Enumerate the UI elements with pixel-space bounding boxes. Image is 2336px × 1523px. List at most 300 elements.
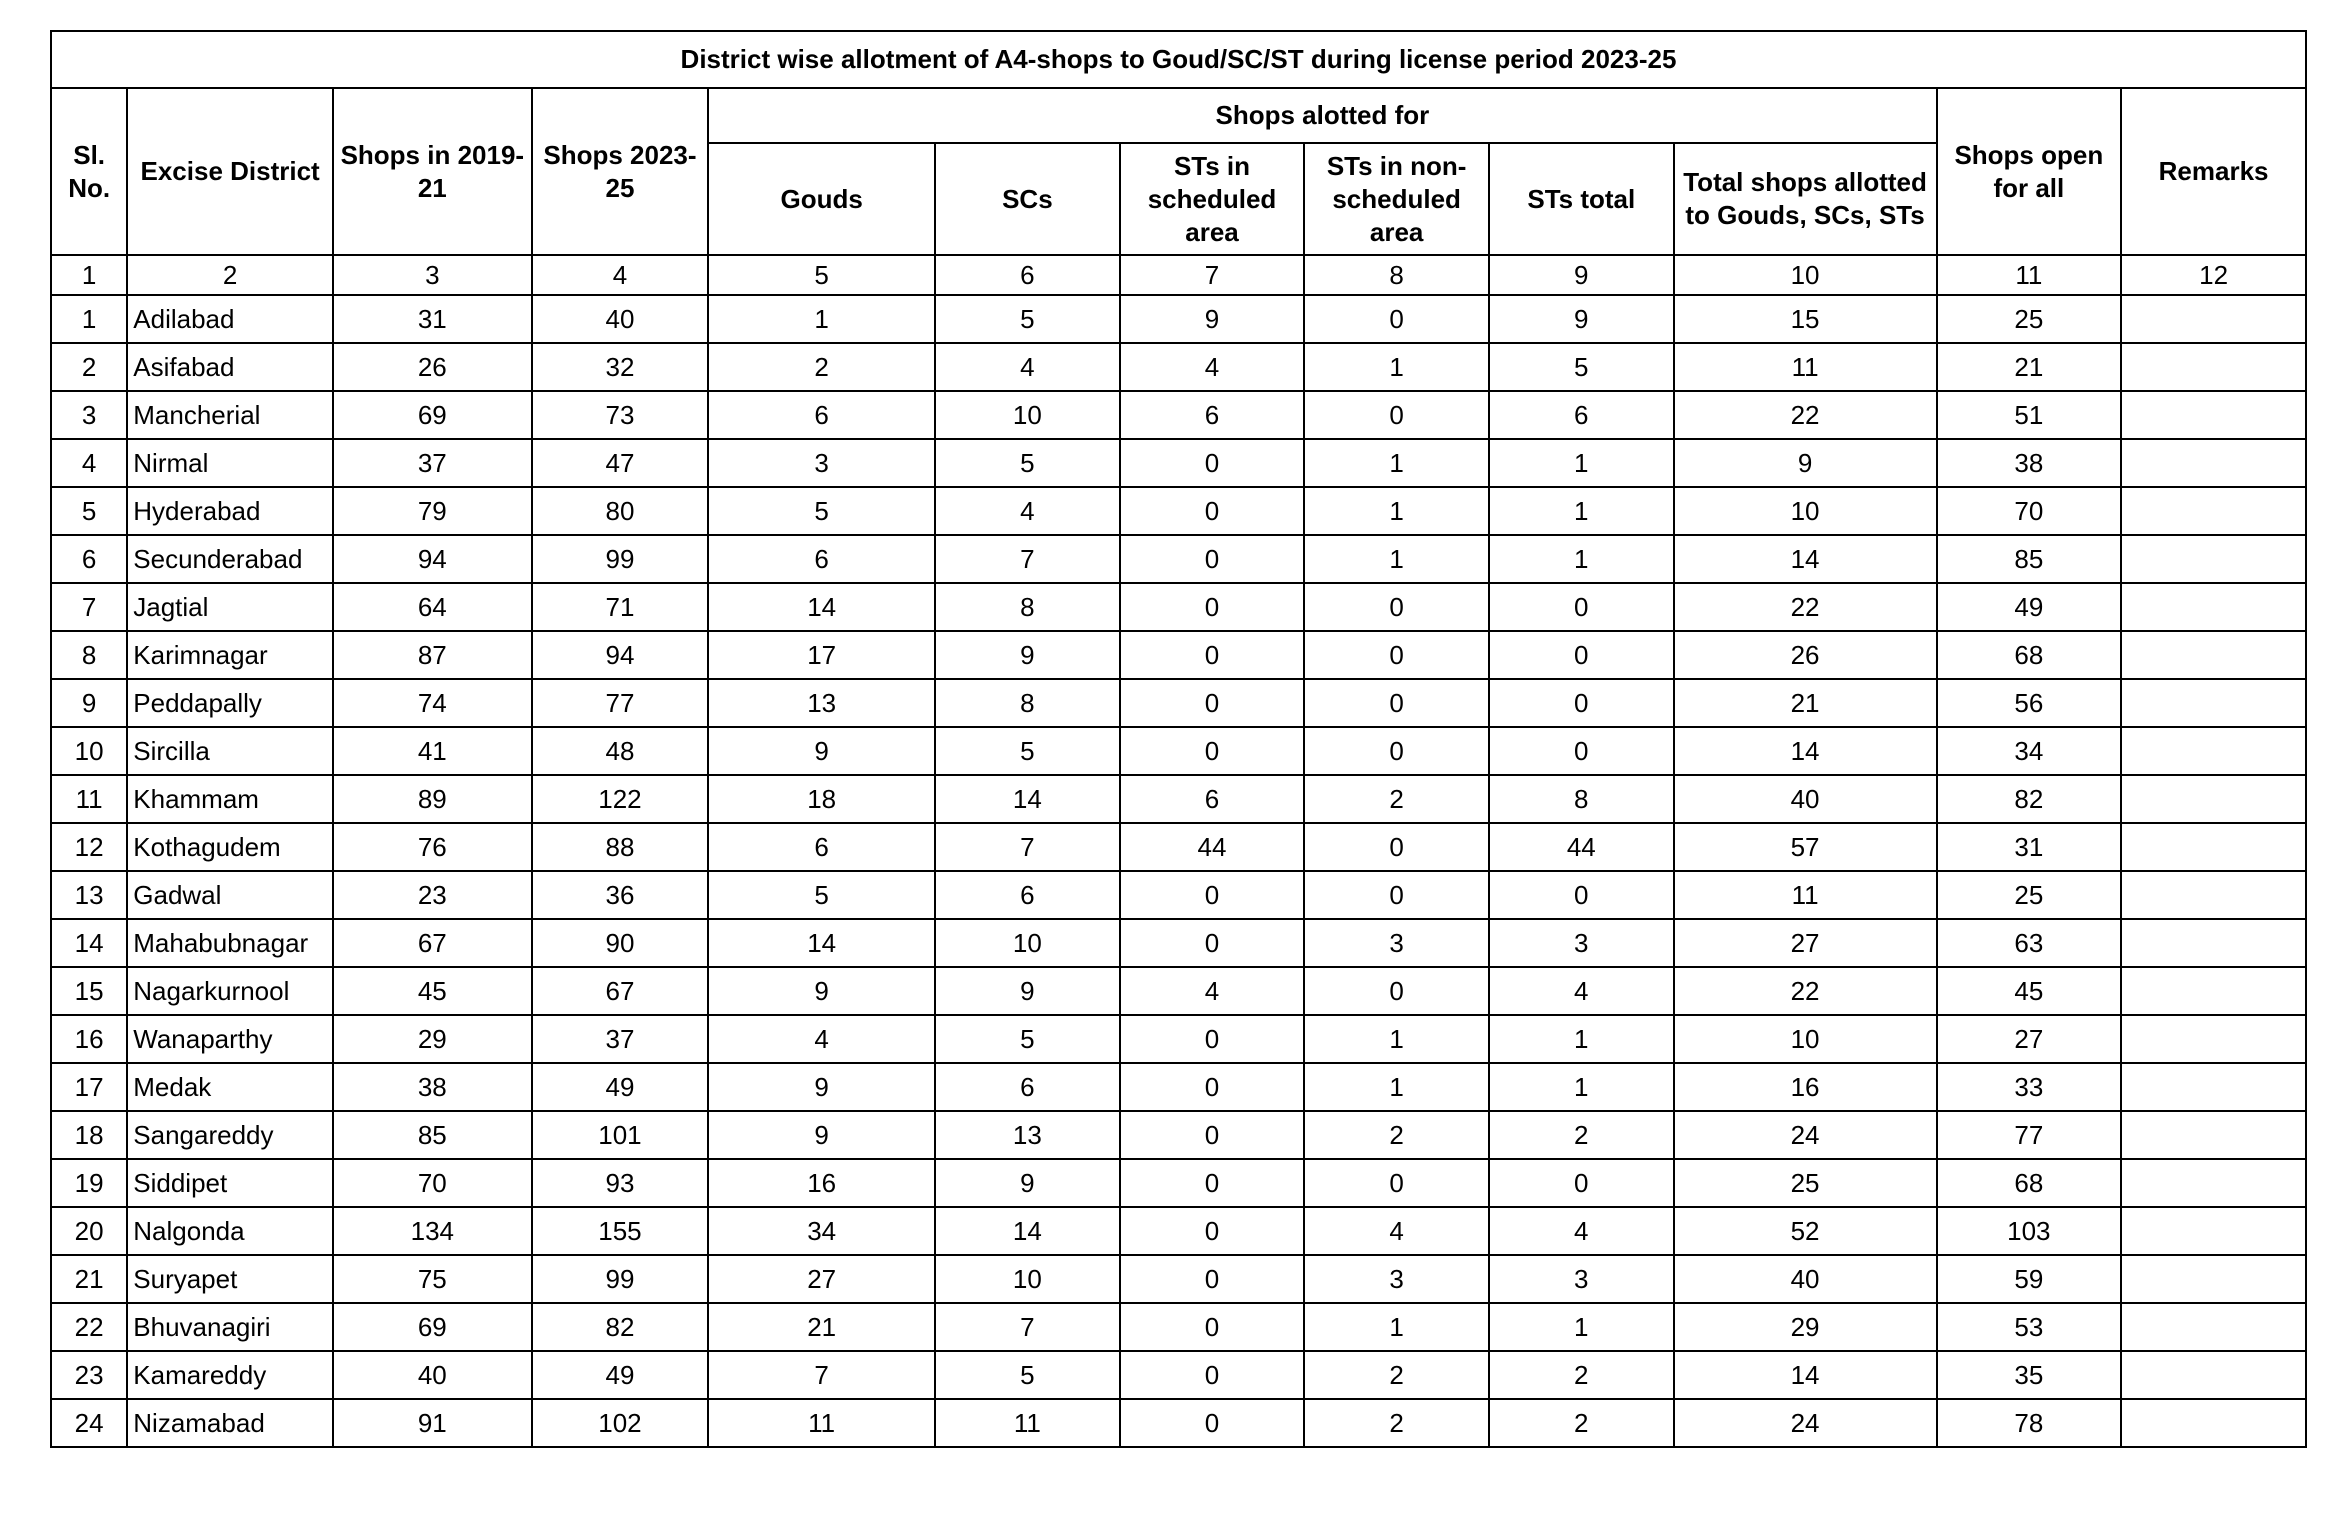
cell-scs: 10 (935, 919, 1120, 967)
cell-total-allotted: 15 (1674, 295, 1937, 343)
cell-sts-scheduled: 0 (1120, 1159, 1305, 1207)
cell-sl-no: 20 (51, 1207, 127, 1255)
cell-sts-scheduled: 44 (1120, 823, 1305, 871)
column-number: 3 (333, 255, 532, 295)
cell-total-allotted: 24 (1674, 1399, 1937, 1447)
cell-gouds: 6 (708, 823, 935, 871)
cell-remarks (2121, 583, 2306, 631)
cell-remarks (2121, 295, 2306, 343)
cell-sts-non-scheduled: 0 (1304, 631, 1489, 679)
cell-scs: 9 (935, 967, 1120, 1015)
cell-sts-non-scheduled: 1 (1304, 1303, 1489, 1351)
table-row (51, 1303, 2306, 1351)
cell-remarks (2121, 391, 2306, 439)
cell-sts-total: 0 (1489, 679, 1674, 727)
table-title: District wise allotment of A4-shops to Goud/SC/ST during license period 2023-25 (51, 31, 2306, 88)
cell-gouds: 21 (708, 1303, 935, 1351)
cell-scs: 10 (935, 1255, 1120, 1303)
cell-scs: 11 (935, 1399, 1120, 1447)
cell-sts-non-scheduled: 0 (1304, 295, 1489, 343)
cell-sl-no: 17 (51, 1063, 127, 1111)
cell-shops-open: 68 (1937, 631, 2122, 679)
cell-district: Peddapally (127, 679, 333, 727)
cell-district: Nagarkurnool (127, 967, 333, 1015)
cell-total-allotted: 57 (1674, 823, 1937, 871)
cell-sts-non-scheduled: 1 (1304, 343, 1489, 391)
cell-sts-scheduled: 0 (1120, 727, 1305, 775)
cell-sl-no: 2 (51, 343, 127, 391)
cell-shops-2023-25: 36 (532, 871, 709, 919)
cell-scs: 9 (935, 631, 1120, 679)
table-row (51, 1399, 2306, 1447)
cell-sts-scheduled: 0 (1120, 1063, 1305, 1111)
cell-shops-2019-21: 79 (333, 487, 532, 535)
cell-shops-2023-25: 99 (532, 535, 709, 583)
cell-sts-total: 2 (1489, 1351, 1674, 1399)
cell-sts-non-scheduled: 0 (1304, 727, 1489, 775)
cell-scs: 4 (935, 487, 1120, 535)
column-number-row (51, 255, 2306, 295)
cell-sl-no: 11 (51, 775, 127, 823)
header-sts-non-scheduled: STs in non-scheduled area (1304, 143, 1489, 255)
column-number: 1 (51, 255, 127, 295)
cell-shops-2019-21: 37 (333, 439, 532, 487)
cell-total-allotted: 52 (1674, 1207, 1937, 1255)
cell-sts-non-scheduled: 0 (1304, 679, 1489, 727)
cell-total-allotted: 14 (1674, 727, 1937, 775)
cell-district: Khammam (127, 775, 333, 823)
cell-district: Mahabubnagar (127, 919, 333, 967)
cell-sl-no: 8 (51, 631, 127, 679)
cell-sts-scheduled: 6 (1120, 775, 1305, 823)
allotment-table (50, 30, 2307, 1448)
cell-total-allotted: 10 (1674, 487, 1937, 535)
table-row (51, 535, 2306, 583)
cell-district: Gadwal (127, 871, 333, 919)
cell-remarks (2121, 1015, 2306, 1063)
cell-sts-scheduled: 0 (1120, 1015, 1305, 1063)
cell-gouds: 14 (708, 919, 935, 967)
cell-scs: 6 (935, 1063, 1120, 1111)
cell-scs: 8 (935, 679, 1120, 727)
cell-shops-2023-25: 40 (532, 295, 709, 343)
cell-shops-2023-25: 49 (532, 1351, 709, 1399)
cell-scs: 6 (935, 871, 1120, 919)
cell-shops-open: 27 (1937, 1015, 2122, 1063)
cell-sts-non-scheduled: 2 (1304, 1351, 1489, 1399)
cell-scs: 5 (935, 1351, 1120, 1399)
cell-district: Nizamabad (127, 1399, 333, 1447)
cell-shops-open: 35 (1937, 1351, 2122, 1399)
header-row-group (51, 88, 2306, 143)
table-row (51, 1159, 2306, 1207)
cell-district: Secunderabad (127, 535, 333, 583)
cell-sl-no: 9 (51, 679, 127, 727)
cell-shops-2019-21: 69 (333, 391, 532, 439)
cell-remarks (2121, 1351, 2306, 1399)
cell-sts-non-scheduled: 0 (1304, 1159, 1489, 1207)
cell-gouds: 9 (708, 727, 935, 775)
cell-sts-non-scheduled: 0 (1304, 823, 1489, 871)
cell-sl-no: 3 (51, 391, 127, 439)
cell-gouds: 9 (708, 967, 935, 1015)
cell-sl-no: 16 (51, 1015, 127, 1063)
cell-shops-2023-25: 99 (532, 1255, 709, 1303)
cell-scs: 14 (935, 775, 1120, 823)
cell-scs: 7 (935, 535, 1120, 583)
cell-scs: 7 (935, 1303, 1120, 1351)
cell-sl-no: 18 (51, 1111, 127, 1159)
table-row (51, 343, 2306, 391)
cell-sts-non-scheduled: 1 (1304, 535, 1489, 583)
cell-district: Kothagudem (127, 823, 333, 871)
cell-sts-non-scheduled: 1 (1304, 1015, 1489, 1063)
column-number: 5 (708, 255, 935, 295)
cell-gouds: 16 (708, 1159, 935, 1207)
cell-shops-open: 77 (1937, 1111, 2122, 1159)
column-number: 10 (1674, 255, 1937, 295)
cell-sts-total: 0 (1489, 583, 1674, 631)
cell-shops-open: 78 (1937, 1399, 2122, 1447)
cell-sts-non-scheduled: 1 (1304, 487, 1489, 535)
header-sl-no: Sl. No. (51, 88, 127, 255)
cell-shops-2023-25: 122 (532, 775, 709, 823)
cell-sts-total: 3 (1489, 919, 1674, 967)
cell-remarks (2121, 1255, 2306, 1303)
cell-gouds: 17 (708, 631, 935, 679)
cell-total-allotted: 25 (1674, 1159, 1937, 1207)
cell-gouds: 6 (708, 535, 935, 583)
table-row (51, 1351, 2306, 1399)
cell-sts-total: 2 (1489, 1111, 1674, 1159)
header-shops-open-for-all: Shops open for all (1937, 88, 2122, 255)
cell-sts-scheduled: 0 (1120, 1399, 1305, 1447)
table-row (51, 679, 2306, 727)
cell-scs: 5 (935, 727, 1120, 775)
cell-gouds: 5 (708, 487, 935, 535)
cell-sts-scheduled: 6 (1120, 391, 1305, 439)
column-number: 9 (1489, 255, 1674, 295)
column-number: 7 (1120, 255, 1305, 295)
cell-shops-open: 53 (1937, 1303, 2122, 1351)
cell-scs: 5 (935, 1015, 1120, 1063)
cell-district: Hyderabad (127, 487, 333, 535)
cell-shops-2019-21: 40 (333, 1351, 532, 1399)
cell-sl-no: 23 (51, 1351, 127, 1399)
cell-shops-2019-21: 134 (333, 1207, 532, 1255)
table-row (51, 295, 2306, 343)
cell-shops-2019-21: 85 (333, 1111, 532, 1159)
cell-sts-scheduled: 0 (1120, 1351, 1305, 1399)
cell-shops-2023-25: 94 (532, 631, 709, 679)
cell-district: Adilabad (127, 295, 333, 343)
header-remarks: Remarks (2121, 88, 2306, 255)
cell-sts-total: 0 (1489, 871, 1674, 919)
cell-remarks (2121, 1159, 2306, 1207)
table-row (51, 727, 2306, 775)
cell-sts-total: 44 (1489, 823, 1674, 871)
cell-district: Nirmal (127, 439, 333, 487)
cell-sl-no: 15 (51, 967, 127, 1015)
cell-remarks (2121, 775, 2306, 823)
cell-sl-no: 7 (51, 583, 127, 631)
cell-total-allotted: 9 (1674, 439, 1937, 487)
cell-sts-scheduled: 0 (1120, 1255, 1305, 1303)
cell-district: Sircilla (127, 727, 333, 775)
column-number: 2 (127, 255, 333, 295)
cell-district: Jagtial (127, 583, 333, 631)
cell-total-allotted: 40 (1674, 775, 1937, 823)
cell-sts-total: 1 (1489, 439, 1674, 487)
cell-sts-scheduled: 0 (1120, 1207, 1305, 1255)
table-row (51, 439, 2306, 487)
cell-sts-scheduled: 0 (1120, 1303, 1305, 1351)
cell-sts-total: 1 (1489, 535, 1674, 583)
column-number: 8 (1304, 255, 1489, 295)
cell-district: Sangareddy (127, 1111, 333, 1159)
cell-shops-open: 34 (1937, 727, 2122, 775)
table-row (51, 391, 2306, 439)
cell-shops-open: 51 (1937, 391, 2122, 439)
cell-gouds: 18 (708, 775, 935, 823)
cell-sts-total: 4 (1489, 1207, 1674, 1255)
cell-district: Siddipet (127, 1159, 333, 1207)
cell-sts-non-scheduled: 2 (1304, 775, 1489, 823)
cell-shops-2023-25: 47 (532, 439, 709, 487)
cell-total-allotted: 24 (1674, 1111, 1937, 1159)
cell-shops-open: 31 (1937, 823, 2122, 871)
cell-shops-open: 49 (1937, 583, 2122, 631)
table-body (51, 31, 2306, 1447)
cell-shops-2019-21: 69 (333, 1303, 532, 1351)
cell-sts-scheduled: 0 (1120, 583, 1305, 631)
cell-sl-no: 14 (51, 919, 127, 967)
cell-shops-2023-25: 49 (532, 1063, 709, 1111)
cell-shops-open: 45 (1937, 967, 2122, 1015)
cell-remarks (2121, 1063, 2306, 1111)
cell-sts-total: 1 (1489, 487, 1674, 535)
cell-shops-2019-21: 38 (333, 1063, 532, 1111)
cell-remarks (2121, 967, 2306, 1015)
cell-gouds: 11 (708, 1399, 935, 1447)
cell-shops-open: 70 (1937, 487, 2122, 535)
cell-district: Nalgonda (127, 1207, 333, 1255)
cell-remarks (2121, 535, 2306, 583)
cell-sl-no: 6 (51, 535, 127, 583)
cell-scs: 9 (935, 1159, 1120, 1207)
cell-sts-non-scheduled: 0 (1304, 583, 1489, 631)
table-row (51, 1063, 2306, 1111)
table-row (51, 1207, 2306, 1255)
cell-shops-2019-21: 31 (333, 295, 532, 343)
cell-sts-scheduled: 0 (1120, 439, 1305, 487)
cell-remarks (2121, 487, 2306, 535)
cell-sts-non-scheduled: 0 (1304, 871, 1489, 919)
cell-sts-scheduled: 0 (1120, 535, 1305, 583)
cell-total-allotted: 11 (1674, 871, 1937, 919)
cell-sts-scheduled: 0 (1120, 487, 1305, 535)
cell-gouds: 6 (708, 391, 935, 439)
cell-sts-total: 4 (1489, 967, 1674, 1015)
cell-shops-2023-25: 80 (532, 487, 709, 535)
cell-shops-2019-21: 26 (333, 343, 532, 391)
cell-district: Kamareddy (127, 1351, 333, 1399)
cell-sl-no: 4 (51, 439, 127, 487)
cell-remarks (2121, 727, 2306, 775)
cell-total-allotted: 26 (1674, 631, 1937, 679)
cell-gouds: 4 (708, 1015, 935, 1063)
cell-gouds: 13 (708, 679, 935, 727)
table-row (51, 631, 2306, 679)
cell-remarks (2121, 439, 2306, 487)
cell-shops-2023-25: 48 (532, 727, 709, 775)
cell-gouds: 34 (708, 1207, 935, 1255)
cell-total-allotted: 14 (1674, 535, 1937, 583)
cell-scs: 10 (935, 391, 1120, 439)
cell-shops-2019-21: 74 (333, 679, 532, 727)
cell-gouds: 1 (708, 295, 935, 343)
cell-sts-total: 0 (1489, 1159, 1674, 1207)
column-number: 11 (1937, 255, 2122, 295)
cell-sts-non-scheduled: 2 (1304, 1111, 1489, 1159)
cell-shops-open: 21 (1937, 343, 2122, 391)
cell-scs: 7 (935, 823, 1120, 871)
table-row (51, 967, 2306, 1015)
cell-total-allotted: 22 (1674, 391, 1937, 439)
cell-sts-scheduled: 0 (1120, 871, 1305, 919)
cell-shops-2023-25: 90 (532, 919, 709, 967)
cell-sl-no: 1 (51, 295, 127, 343)
cell-total-allotted: 29 (1674, 1303, 1937, 1351)
cell-sts-scheduled: 0 (1120, 1111, 1305, 1159)
cell-remarks (2121, 631, 2306, 679)
cell-sts-total: 1 (1489, 1303, 1674, 1351)
cell-scs: 5 (935, 439, 1120, 487)
column-number: 12 (2121, 255, 2306, 295)
header-shops-alotted-for: Shops alotted for (708, 88, 1936, 143)
cell-sts-scheduled: 4 (1120, 343, 1305, 391)
cell-shops-2023-25: 67 (532, 967, 709, 1015)
cell-shops-open: 56 (1937, 679, 2122, 727)
cell-total-allotted: 27 (1674, 919, 1937, 967)
cell-shops-2023-25: 82 (532, 1303, 709, 1351)
cell-remarks (2121, 823, 2306, 871)
cell-shops-2023-25: 93 (532, 1159, 709, 1207)
cell-shops-2019-21: 89 (333, 775, 532, 823)
cell-shops-2019-21: 94 (333, 535, 532, 583)
column-number: 4 (532, 255, 709, 295)
cell-sl-no: 24 (51, 1399, 127, 1447)
table-row (51, 1255, 2306, 1303)
cell-sts-total: 1 (1489, 1063, 1674, 1111)
cell-shops-open: 82 (1937, 775, 2122, 823)
cell-shops-open: 63 (1937, 919, 2122, 967)
cell-sts-scheduled: 0 (1120, 631, 1305, 679)
cell-scs: 4 (935, 343, 1120, 391)
cell-shops-2019-21: 23 (333, 871, 532, 919)
cell-sl-no: 13 (51, 871, 127, 919)
cell-shops-open: 103 (1937, 1207, 2122, 1255)
cell-shops-2019-21: 91 (333, 1399, 532, 1447)
cell-gouds: 14 (708, 583, 935, 631)
table-row (51, 871, 2306, 919)
header-gouds: Gouds (708, 143, 935, 255)
cell-shops-2023-25: 32 (532, 343, 709, 391)
cell-sts-scheduled: 0 (1120, 919, 1305, 967)
table-row (51, 823, 2306, 871)
table-row (51, 919, 2306, 967)
title-row (51, 31, 2306, 88)
cell-shops-2019-21: 87 (333, 631, 532, 679)
cell-remarks (2121, 871, 2306, 919)
cell-sts-non-scheduled: 3 (1304, 919, 1489, 967)
cell-gouds: 5 (708, 871, 935, 919)
cell-remarks (2121, 919, 2306, 967)
cell-sts-total: 2 (1489, 1399, 1674, 1447)
cell-sts-non-scheduled: 3 (1304, 1255, 1489, 1303)
cell-total-allotted: 21 (1674, 679, 1937, 727)
cell-district: Mancherial (127, 391, 333, 439)
cell-shops-2023-25: 88 (532, 823, 709, 871)
cell-gouds: 9 (708, 1063, 935, 1111)
cell-shops-open: 68 (1937, 1159, 2122, 1207)
cell-sts-total: 8 (1489, 775, 1674, 823)
header-scs: SCs (935, 143, 1120, 255)
cell-shops-2023-25: 73 (532, 391, 709, 439)
cell-sts-non-scheduled: 2 (1304, 1399, 1489, 1447)
table-row (51, 583, 2306, 631)
cell-sts-scheduled: 4 (1120, 967, 1305, 1015)
cell-scs: 8 (935, 583, 1120, 631)
table-row (51, 487, 2306, 535)
cell-shops-open: 25 (1937, 295, 2122, 343)
header-shops-2023-25: Shops 2023-25 (532, 88, 709, 255)
cell-remarks (2121, 1111, 2306, 1159)
cell-shops-2019-21: 29 (333, 1015, 532, 1063)
cell-district: Medak (127, 1063, 333, 1111)
cell-shops-2023-25: 102 (532, 1399, 709, 1447)
table-row (51, 775, 2306, 823)
cell-scs: 13 (935, 1111, 1120, 1159)
column-number: 6 (935, 255, 1120, 295)
cell-sts-total: 9 (1489, 295, 1674, 343)
cell-sts-total: 5 (1489, 343, 1674, 391)
cell-shops-2023-25: 77 (532, 679, 709, 727)
cell-sts-total: 3 (1489, 1255, 1674, 1303)
cell-sl-no: 19 (51, 1159, 127, 1207)
cell-district: Karimnagar (127, 631, 333, 679)
cell-gouds: 3 (708, 439, 935, 487)
cell-district: Suryapet (127, 1255, 333, 1303)
cell-district: Bhuvanagiri (127, 1303, 333, 1351)
cell-shops-2019-21: 67 (333, 919, 532, 967)
cell-sts-non-scheduled: 0 (1304, 967, 1489, 1015)
cell-remarks (2121, 343, 2306, 391)
header-sts-total: STs total (1489, 143, 1674, 255)
cell-remarks (2121, 1303, 2306, 1351)
cell-shops-2019-21: 45 (333, 967, 532, 1015)
cell-shops-open: 59 (1937, 1255, 2122, 1303)
table-row (51, 1015, 2306, 1063)
cell-sts-scheduled: 9 (1120, 295, 1305, 343)
cell-sts-total: 1 (1489, 1015, 1674, 1063)
cell-sts-non-scheduled: 1 (1304, 439, 1489, 487)
cell-remarks (2121, 679, 2306, 727)
cell-shops-2023-25: 37 (532, 1015, 709, 1063)
cell-total-allotted: 10 (1674, 1015, 1937, 1063)
cell-sts-total: 0 (1489, 727, 1674, 775)
cell-shops-open: 33 (1937, 1063, 2122, 1111)
